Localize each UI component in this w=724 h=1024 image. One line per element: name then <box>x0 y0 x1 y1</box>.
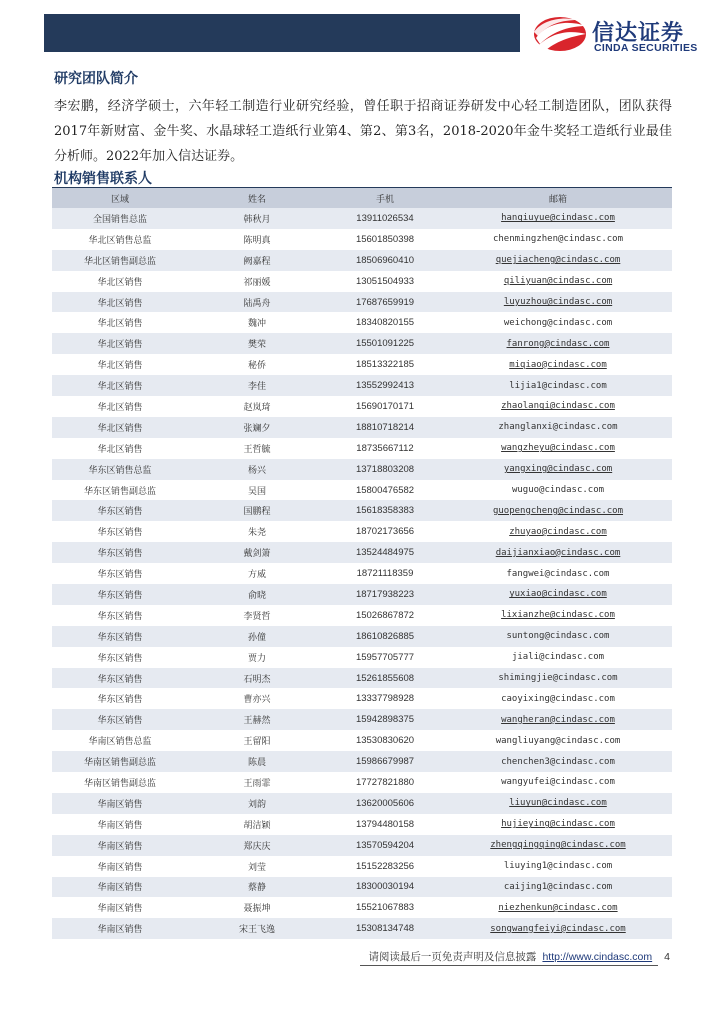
cell-phone: 18513322185 <box>355 359 415 371</box>
cell-phone: 15308134748 <box>326 918 444 939</box>
email-text[interactable]: chenchen3@cindasc.com <box>501 756 615 767</box>
cell-phone: 18340820155 <box>355 317 415 329</box>
cell-email[interactable] <box>444 438 672 459</box>
cell-name: 李佳 <box>188 375 326 396</box>
header-region: 区域 <box>52 188 188 208</box>
cell-phone: 15026867872 <box>355 609 415 621</box>
cell-phone: 17687659919 <box>326 292 444 313</box>
cell-name: 曹亦兴 <box>243 695 271 706</box>
cell-phone: 15690170171 <box>355 400 415 412</box>
cell-email[interactable] <box>444 417 672 438</box>
cell-phone: 15261855608 <box>326 668 444 689</box>
cell-name: 蔡静 <box>188 877 326 898</box>
table-row <box>52 605 672 626</box>
cell-email[interactable] <box>444 271 672 292</box>
cell-name: 刘韵 <box>188 793 326 814</box>
cell-phone: 18810718214 <box>326 417 444 438</box>
cell-email[interactable] <box>444 897 672 918</box>
logo-chinese-text: 信达证券 <box>592 21 685 46</box>
cell-email[interactable] <box>444 208 672 229</box>
cell-email[interactable] <box>444 250 672 271</box>
footer-divider <box>360 965 658 966</box>
cell-name: 石明杰 <box>188 668 326 689</box>
cell-phone: 13337798928 <box>355 693 415 705</box>
email-text[interactable]: luyuzhou@cindasc.com <box>503 297 613 307</box>
cell-name: 李贤哲 <box>243 611 271 622</box>
cell-email[interactable] <box>444 835 672 856</box>
cell-region: 华南区销售总监 <box>88 737 152 748</box>
cell-email[interactable] <box>444 814 672 835</box>
cell-phone: 18610826885 <box>326 626 444 647</box>
table-row <box>52 897 672 918</box>
table-row <box>52 563 672 584</box>
email-text[interactable]: daijianxiao@cindasc.com <box>495 547 621 558</box>
cell-name: 王赫然 <box>188 709 326 730</box>
cell-phone: 15152283256 <box>355 860 415 872</box>
email-text[interactable]: fangwei@cindasc.com <box>506 568 610 579</box>
cell-region: 华南区销售 <box>52 793 188 814</box>
table-row <box>52 877 672 898</box>
cell-email[interactable] <box>444 312 672 333</box>
header-phone: 手机 <box>326 188 444 208</box>
cell-phone: 15986679987 <box>326 751 444 772</box>
table-row <box>52 542 672 563</box>
cell-region: 华北区销售 <box>97 361 143 372</box>
sales-contacts-title: 机构销售联系人 <box>54 171 152 187</box>
cell-email[interactable] <box>444 333 672 354</box>
cell-phone: 15501091225 <box>326 333 444 354</box>
cell-phone: 13718803208 <box>326 459 444 480</box>
footer-website-link[interactable]: http://www.cindasc.com <box>542 951 653 963</box>
cell-phone: 13552992413 <box>326 375 444 396</box>
cell-phone: 13794480158 <box>355 818 415 830</box>
cell-region: 华南区销售 <box>52 835 188 856</box>
cell-name: 杨兴 <box>188 459 326 480</box>
email-text[interactable]: songwangfeiyi@cindasc.com <box>490 923 626 934</box>
cell-name: 王雨霏 <box>243 778 271 789</box>
email-text[interactable]: liuyun@cindasc.com <box>509 798 607 809</box>
cell-region: 华东区销售总监 <box>52 459 188 480</box>
cell-name: 俞晓 <box>188 584 326 605</box>
cell-phone: 15601850398 <box>355 233 415 245</box>
table-row <box>52 709 672 730</box>
cell-email[interactable] <box>444 918 672 939</box>
cell-name: 王哲毓 <box>243 444 271 455</box>
cell-region: 华北区销售总监 <box>88 235 152 246</box>
cell-email[interactable] <box>444 563 672 584</box>
page-number: 4 <box>664 951 670 963</box>
table-row <box>52 688 672 709</box>
sales-contacts-table <box>52 188 672 939</box>
cell-email[interactable] <box>444 229 672 250</box>
cell-region: 华东区销售 <box>97 528 143 539</box>
cell-email[interactable] <box>444 354 672 375</box>
table-row <box>52 835 672 856</box>
cell-phone: 15521067883 <box>355 902 415 914</box>
table-row <box>52 333 672 354</box>
email-text[interactable]: zhuyao@cindasc.com <box>509 526 607 537</box>
table-row <box>52 647 672 668</box>
cell-email[interactable] <box>444 480 672 501</box>
email-text[interactable]: zhanglanxi@cindasc.com <box>498 422 618 433</box>
table-row <box>52 918 672 939</box>
table-row <box>52 459 672 480</box>
cell-name: 孙僮 <box>188 626 326 647</box>
cell-phone: 18300030194 <box>326 877 444 898</box>
cell-region: 华南区销售 <box>97 862 143 873</box>
analyst-bio: 李宏鹏，经济学硕士，六年轻工制造行业研究经验，曾任职于招商证券研发中心轻工制造团队，团队获得2017年新财富、金牛奖、水晶球轻工造纸行业第4、第2、第3名，2018-2020年金牛奖轻工造纸行业最佳分析师。2022年加入信达证券。 <box>54 99 672 164</box>
email-text[interactable]: zhaolanqi@cindasc.com <box>501 401 615 412</box>
cell-region: 华东区销售 <box>52 668 188 689</box>
cell-name: 陈明真 <box>243 235 271 246</box>
table-row <box>52 354 672 375</box>
email-text[interactable]: zhengqingqing@cindasc.com <box>490 840 626 851</box>
cell-name: 贾力 <box>247 653 266 664</box>
footer-disclaimer: 请阅读最后一页免责声明及信息披露 <box>368 951 537 963</box>
table-row <box>52 438 672 459</box>
cell-region: 华东区销售 <box>97 611 143 622</box>
cell-name: 胡洁颖 <box>243 820 271 831</box>
cell-phone: 18735667112 <box>356 442 414 454</box>
cell-region: 华东区销售 <box>52 500 188 521</box>
cell-name: 祁丽媛 <box>243 277 271 288</box>
table-row <box>52 772 672 793</box>
table-row <box>52 292 672 313</box>
cell-phone: 15618358383 <box>326 500 444 521</box>
cell-email[interactable] <box>444 521 672 542</box>
email-text[interactable]: wangzheyu@cindasc.com <box>501 443 615 454</box>
table-header-row <box>52 188 672 208</box>
cell-email[interactable] <box>444 584 672 605</box>
cell-region: 华北区销售 <box>97 277 143 288</box>
table-row <box>52 271 672 292</box>
table-row <box>52 626 672 647</box>
cell-name: 聂振坤 <box>243 904 271 915</box>
cell-email[interactable] <box>444 793 672 814</box>
cell-region: 全国销售总监 <box>52 208 188 229</box>
cell-name: 吴国 <box>247 486 266 497</box>
cell-phone: 13524484975 <box>326 542 444 563</box>
table-row <box>52 730 672 751</box>
email-text[interactable]: wangheran@cindasc.com <box>501 714 615 725</box>
table-row <box>52 856 672 877</box>
cell-name: 朱尧 <box>247 528 266 539</box>
cinda-logo-icon <box>532 14 588 54</box>
email-text[interactable]: hanqiuyue@cindasc.com <box>501 213 615 224</box>
cell-name: 郑庆庆 <box>188 835 326 856</box>
cell-region: 华北区销售 <box>97 402 143 413</box>
table-row <box>52 793 672 814</box>
cell-email[interactable] <box>444 542 672 563</box>
cell-name: 陆禹舟 <box>188 292 326 313</box>
cell-email[interactable] <box>444 292 672 313</box>
email-text[interactable]: quejiacheng@cindasc.com <box>495 255 621 266</box>
table-row <box>52 521 672 542</box>
cell-region: 华东区销售 <box>97 695 143 706</box>
research-team-title: 研究团队简介 <box>54 71 138 87</box>
page-footer <box>320 949 670 964</box>
cell-name: 韩秋月 <box>188 208 326 229</box>
cell-region: 华北区销售 <box>52 417 188 438</box>
email-text[interactable]: niezhenkun@cindasc.com <box>498 902 618 913</box>
cell-email[interactable] <box>444 647 672 668</box>
logo-english-text: CINDA SECURITIES <box>594 42 698 54</box>
cell-name: 刘莹 <box>247 862 266 873</box>
cell-region: 华东区销售 <box>52 626 188 647</box>
email-text[interactable]: chenmingzhen@cindasc.com <box>492 234 624 245</box>
cell-region: 华东区销售副总监 <box>83 486 156 497</box>
cell-email[interactable] <box>444 751 672 772</box>
cell-region: 华北区销售 <box>52 333 188 354</box>
email-text[interactable]: miqiao@cindasc.com <box>509 359 607 370</box>
email-text[interactable]: caoyixing@cindasc.com <box>501 693 615 704</box>
cell-region: 华东区销售 <box>52 542 188 563</box>
table-row <box>52 500 672 521</box>
cell-name: 王留阳 <box>243 737 271 748</box>
cell-phone: 13570594204 <box>326 835 444 856</box>
email-text[interactable]: liuying1@cindasc.com <box>503 861 613 872</box>
cell-email[interactable] <box>444 626 672 647</box>
cell-region: 华东区销售 <box>52 584 188 605</box>
cell-region: 华东区销售 <box>97 653 143 664</box>
cell-phone: 15800476582 <box>355 484 415 496</box>
cell-phone: 13911026534 <box>326 208 444 229</box>
table-row <box>52 208 672 229</box>
cell-email[interactable] <box>444 375 672 396</box>
table-row <box>52 480 672 501</box>
cell-phone: 18721118359 <box>356 568 414 580</box>
cell-name: 陈晨 <box>188 751 326 772</box>
cell-name: 秘侨 <box>247 361 266 372</box>
email-text[interactable]: wangliuyang@cindasc.com <box>495 735 621 746</box>
cell-region: 华南区销售 <box>52 877 188 898</box>
email-text[interactable]: shimingjie@cindasc.com <box>498 673 618 684</box>
cell-phone: 13530830620 <box>355 735 415 747</box>
cell-phone: 17727821880 <box>355 776 415 788</box>
table-row <box>52 668 672 689</box>
table-row <box>52 229 672 250</box>
cell-name: 国鹏程 <box>188 500 326 521</box>
cell-region: 华南区销售副总监 <box>52 751 188 772</box>
email-text[interactable]: weichong@cindasc.com <box>503 317 613 328</box>
table-row <box>52 396 672 417</box>
cell-region: 华北区销售副总监 <box>52 250 188 271</box>
table-row <box>52 312 672 333</box>
email-text[interactable]: suntong@cindasc.com <box>506 631 610 642</box>
email-text[interactable]: yuxiao@cindasc.com <box>509 589 607 600</box>
cell-name: 阙嘉程 <box>188 250 326 271</box>
email-text[interactable]: lixianzhe@cindasc.com <box>501 610 615 621</box>
cell-region: 华北区销售 <box>97 444 143 455</box>
cell-region: 华北区销售 <box>52 375 188 396</box>
cell-region: 华南区销售 <box>97 820 143 831</box>
table-row <box>52 584 672 605</box>
cell-phone: 18702173656 <box>355 526 415 538</box>
cell-email[interactable] <box>444 605 672 626</box>
cell-region: 华南区销售 <box>52 918 188 939</box>
cell-region: 华东区销售 <box>52 709 188 730</box>
table-row <box>52 417 672 438</box>
cell-email[interactable] <box>444 500 672 521</box>
email-text[interactable]: lijia1@cindasc.com <box>509 380 607 391</box>
cell-phone: 15957705777 <box>355 651 415 663</box>
cell-phone: 18717938223 <box>326 584 444 605</box>
cell-name: 戴剑箫 <box>188 542 326 563</box>
header-name: 姓名 <box>188 188 326 208</box>
cell-region: 华南区销售 <box>97 904 143 915</box>
cell-phone: 13620005606 <box>326 793 444 814</box>
cell-email[interactable] <box>444 688 672 709</box>
email-text[interactable]: guopengcheng@cindasc.com <box>492 505 624 516</box>
cell-email[interactable] <box>444 459 672 480</box>
cell-email[interactable] <box>444 730 672 751</box>
cell-name: 魏冲 <box>247 319 266 330</box>
email-text[interactable]: wuguo@cindasc.com <box>511 485 605 496</box>
cell-email[interactable] <box>444 396 672 417</box>
header-bar <box>44 14 520 52</box>
cell-email[interactable] <box>444 668 672 689</box>
cell-email[interactable] <box>444 877 672 898</box>
email-text[interactable]: caijing1@cindasc.com <box>503 881 613 892</box>
table-row <box>52 250 672 271</box>
cell-name: 张斓夕 <box>188 417 326 438</box>
email-text[interactable]: fanrong@cindasc.com <box>506 338 610 349</box>
email-text[interactable]: jiali@cindasc.com <box>511 652 605 663</box>
table-row <box>52 375 672 396</box>
cell-name: 方威 <box>247 570 266 581</box>
cell-name: 宋王飞逸 <box>188 918 326 939</box>
email-text[interactable]: hujieying@cindasc.com <box>501 819 615 830</box>
email-text[interactable]: qiliyuan@cindasc.com <box>503 276 613 287</box>
cell-phone: 15942898375 <box>326 709 444 730</box>
cell-region: 华北区销售 <box>52 292 188 313</box>
cell-email[interactable] <box>444 709 672 730</box>
cell-phone: 18506960410 <box>326 250 444 271</box>
company-logo <box>528 14 708 54</box>
cell-region: 华东区销售 <box>97 570 143 581</box>
table-row <box>52 751 672 772</box>
email-text[interactable]: wangyufei@cindasc.com <box>501 777 615 788</box>
cell-region: 华南区销售副总监 <box>83 778 156 789</box>
email-text[interactable]: yangxing@cindasc.com <box>503 464 613 475</box>
cell-email[interactable] <box>444 856 672 877</box>
cell-region: 华北区销售 <box>97 319 143 330</box>
table-row <box>52 814 672 835</box>
cell-name: 樊荣 <box>188 333 326 354</box>
header-email: 邮箱 <box>444 188 672 208</box>
cell-phone: 13051504933 <box>355 275 415 287</box>
cell-name: 赵岚琦 <box>243 402 271 413</box>
cell-email[interactable] <box>444 772 672 793</box>
